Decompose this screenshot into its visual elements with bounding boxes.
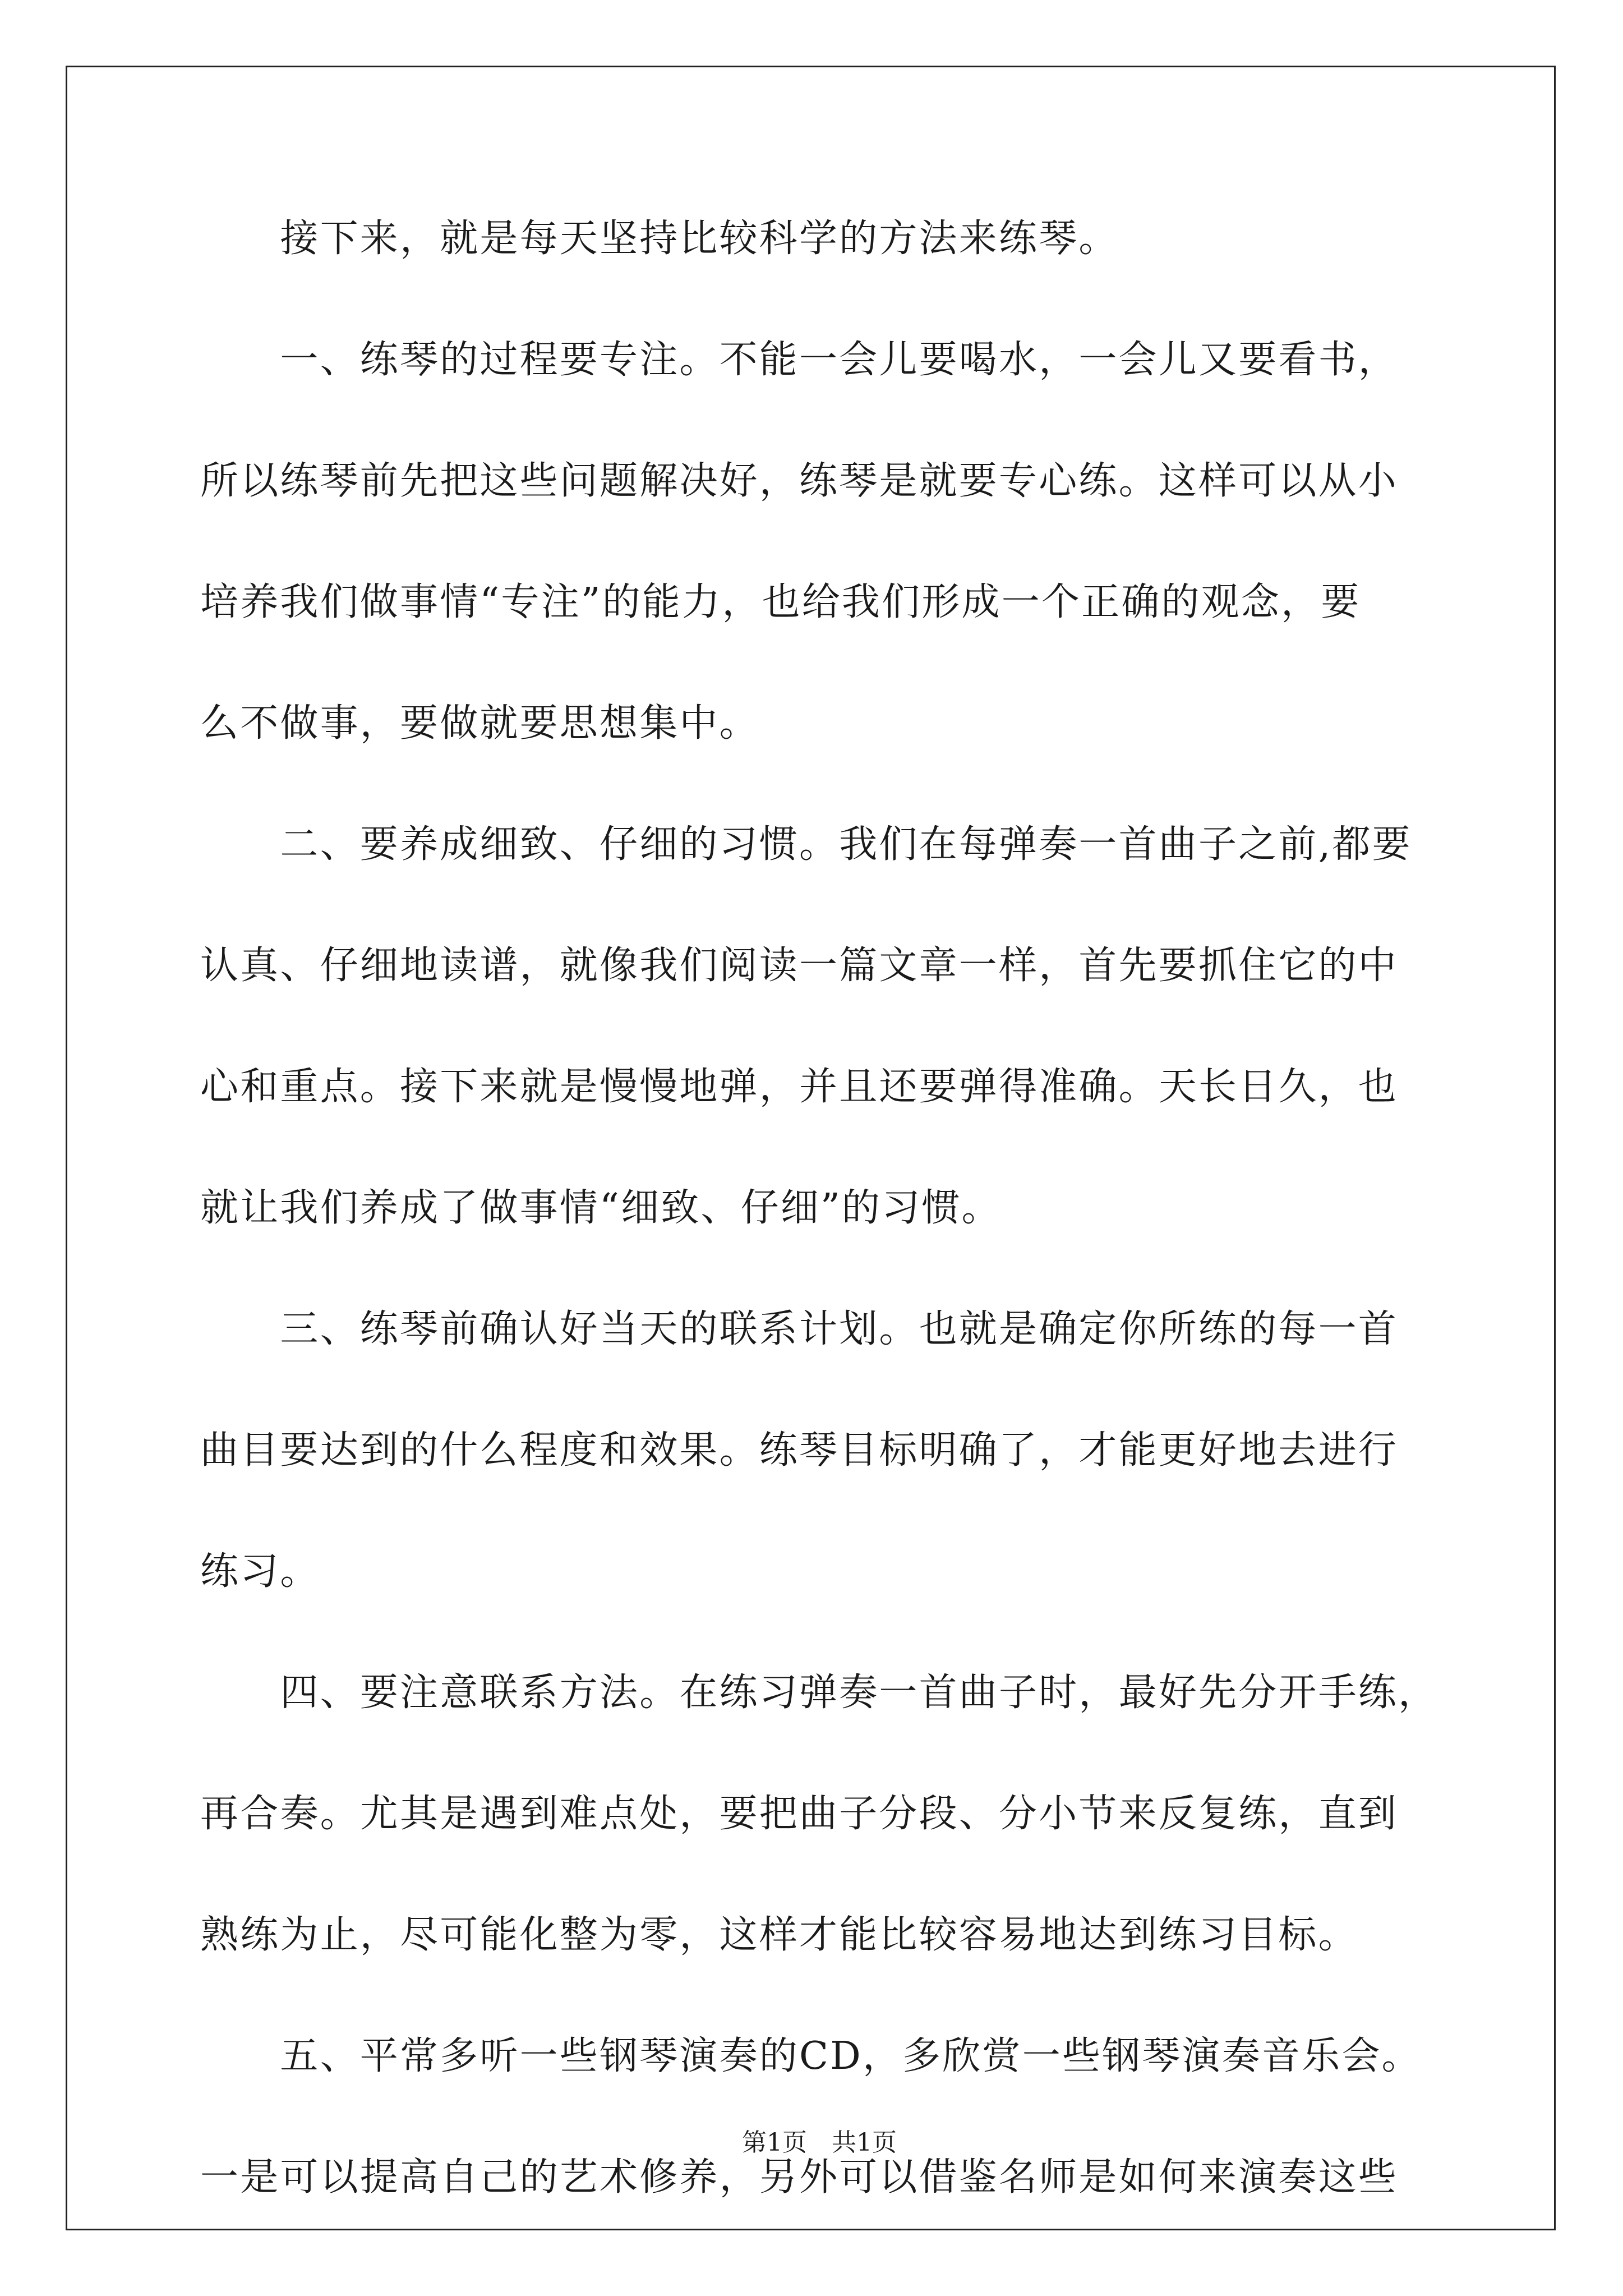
text-line: 认真、仔细地读谱，就像我们阅读一篇文章一样，首先要抓住它的中 (200, 944, 1399, 988)
text-line: 培养我们做事情“专注”的能力，也给我们形成一个正确的观念，要 (200, 580, 1361, 624)
text-line: 就让我们养成了做事情“细致、仔细”的习惯。 (200, 1186, 1002, 1230)
text-line: 五、平常多听一些钢琴演奏的CD，多欣赏一些钢琴演奏音乐会。 (200, 2034, 1422, 2078)
blank-line (200, 1239, 1423, 1299)
text-line: 一是可以提高自己的艺术修养，另外可以借鉴名师是如何来演奏这些 (200, 2155, 1399, 2200)
document-body (200, 209, 1438, 2208)
page-footer (0, 2092, 1623, 2160)
blank-line (200, 875, 1423, 936)
text-line: 熟练为止，尽可能化整为零，这样才能比较容易地达到练习目标。 (200, 1913, 1358, 1957)
text-line: 二、要养成细致、仔细的习惯。我们在每弹奏一首曲子之前,都要 (200, 822, 1412, 867)
text-line: 曲目要达到的什么程度和效果。练琴目标明确了，才能更好地去进行 (200, 1428, 1399, 1473)
blank-line (200, 996, 1423, 1057)
text-line: 所以练琴前先把这些问题解决好，练琴是就要专心练。这样可以从小 (200, 459, 1399, 503)
text-line: 一、练琴的过程要专注。不能一会儿要喝水，一会儿又要看书， (200, 338, 1399, 382)
text-line: 三、练琴前确认好当天的联系计划。也就是确定你所练的每一首 (200, 1307, 1399, 1351)
blank-line (200, 1117, 1423, 1178)
blank-line (200, 269, 1423, 330)
blank-line (200, 754, 1423, 815)
text-line: 心和重点。接下来就是慢慢地弹，并且还要弹得准确。天长日久，也 (200, 1065, 1399, 1109)
text-line: 接下来，就是每天坚持比较科学的方法来练琴。 (200, 217, 1119, 261)
blank-line (200, 1844, 1423, 1905)
text-line: 练习。 (200, 1549, 320, 1594)
blank-line (200, 1360, 1423, 1420)
blank-line (200, 1481, 1423, 1542)
page-number-label: 第1页 共1页 (741, 2128, 897, 2157)
blank-line (200, 1602, 1423, 1663)
blank-line (200, 390, 1423, 451)
blank-line (200, 633, 1423, 693)
text-line: 么不做事，要做就要思想集中。 (200, 701, 759, 746)
blank-line (200, 512, 1423, 572)
text-line: 四、要注意联系方法。在练习弹奏一首曲子时，最好先分开手练， (200, 1671, 1438, 1715)
blank-line (200, 1723, 1423, 1784)
text-line: 再合奏。尤其是遇到难点处，要把曲子分段、分小节来反复练，直到 (200, 1792, 1399, 1836)
blank-line (200, 1966, 1423, 2026)
